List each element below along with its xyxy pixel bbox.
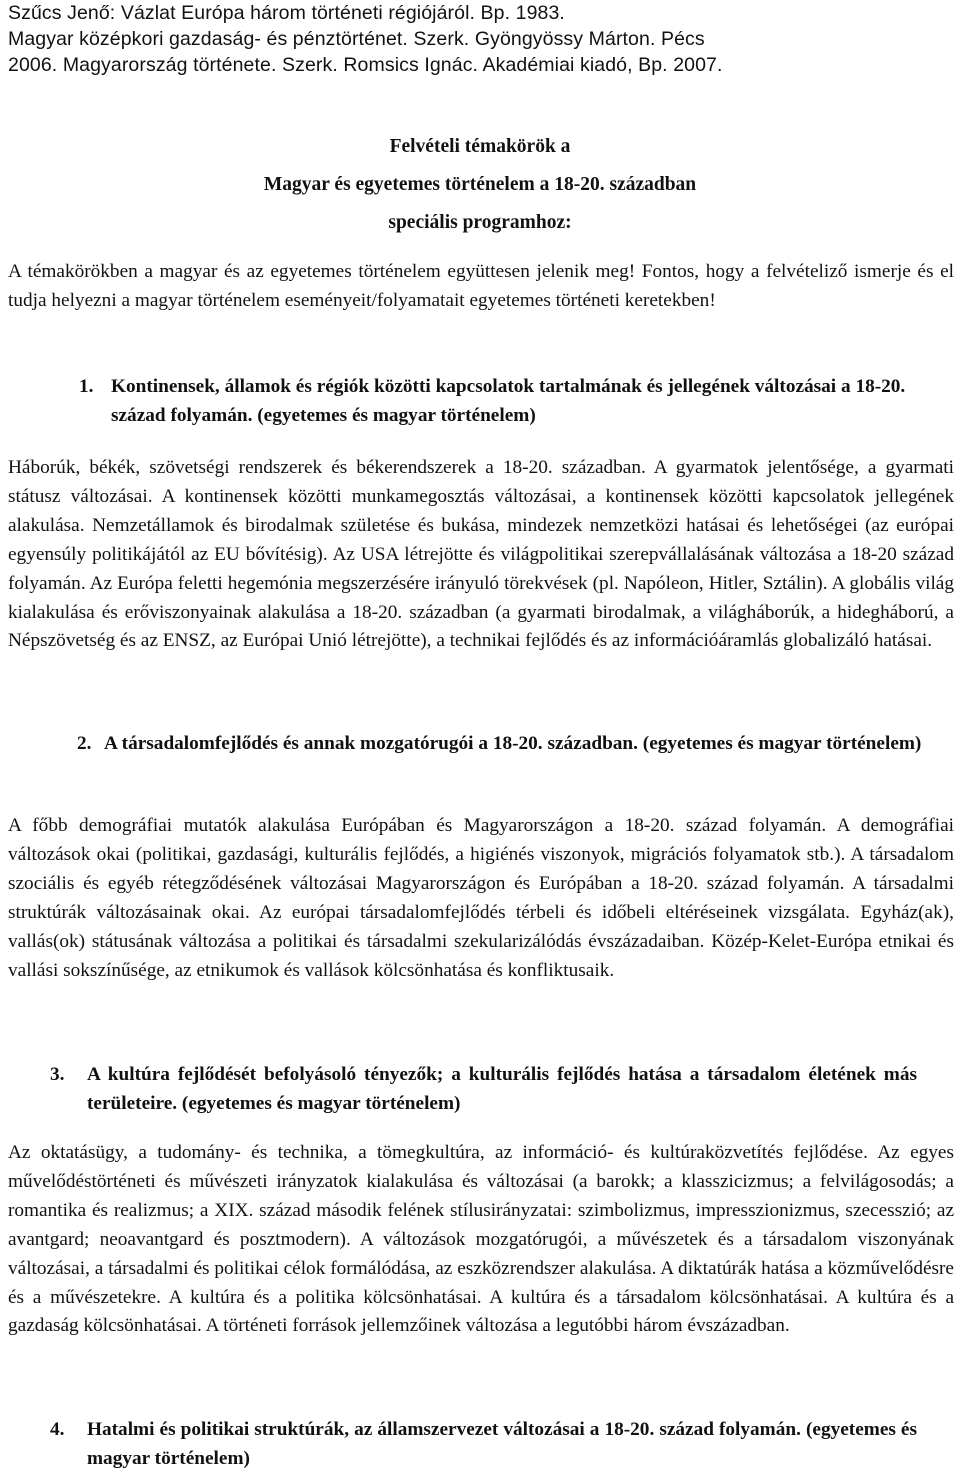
section-number: 2. [77, 733, 92, 754]
reference-list [8, 0, 908, 78]
reference-line: Magyar középkori gazdaság- és pénztörténet. Szerk. Gyöngyössy Márton. Pécs [8, 28, 705, 50]
section-title: Kontinensek, államok és régiók közötti kapcsolatok tartalmának és jellegének változásai a 18-20. század folyamán. (egyetemes és magyar történelem) [111, 376, 906, 426]
section-title: A kultúra fejlődését befolyásoló tényezők; a kulturális fejlődés hatása a társadalom életének más területeire. (egyetemes és magyar történelem) [87, 1064, 917, 1114]
heading-line-2: Magyar és egyetemes történelem a 18-20. században [263, 174, 697, 195]
section-1-body: Háborúk, békék, szövetségi rendszerek és békerendszerek a 18-20. században. A gyarmatok jelentősége, a gyarmati státusz változásai. A kontinensek közötti munkamegosztás változásai, a kontinensek közötti kapcsolatok jellegének alakulása. Nemzetállamok és birodalmak születése és bukása, mindezek nemzetközi hatásai és lehetőségei (az európai egyensúly politikájától az EU bővítésig). Az USA létrejötte és világpolitikai szerepvállalásának változása a 18-20 század folyamán. Az Európa feletti hegemónia megszerzésére irányuló törekvések (pl. Napóleon, Hitler, Sztálin). A globális világ kialakulása és erőviszonyainak alakulása a 18-20. században (a gyarmati birodalmak, a világháborúk, a hidegháború, a Népszövetség és az ENSZ, az Európai Unió létrejötte), a technikai fejlődés és az információáramlás globalizáló hatásai. [8, 457, 954, 652]
heading-line-1: Felvételi témakörök a [389, 136, 571, 157]
section-3-body: Az oktatásügy, a tudomány- és technika, a tömegkultúra, az információ- és kultúraközvetítés fejlődése. Az egyes művelődéstörténeti és művészeti irányzatok kialakulása és változásai (a barokk; a klasszicizmus; a felvilágosodás; a romantika és realizmus; a XIX. század második felének stílusirányzatai: szimbolizmus, impresszionizmus, szecesszió; az avantgard; neoavantgard és posztmodern). A változások mozgatórugói, a művészetek és a társadalom viszonyának változásai, a társadalmi és politikai célok formálódása, az eszközrendszer alakulása. A diktatúrák hatása a közművelődésre és a művészetekre. A kultúra és a politika kölcsönhatásai. A kultúra és a társadalom kölcsönhatásai. A kultúra és a gazdaság kölcsönhatásai. A történeti források jellemzőinek változása a legutóbbi három évszázadban. [8, 1142, 954, 1337]
section-title: Hatalmi és politikai struktúrák, az államszervezet változásai a 18-20. század folyamán. (egyetemes és magyar történelem) [87, 1419, 917, 1469]
section-number: 3. [50, 1064, 65, 1085]
section-number: 1. [79, 376, 94, 397]
reference-line: 2006. Magyarország története. Szerk. Romsics Ignác. Akadémiai kiadó, Bp. 2007. [8, 54, 723, 76]
section-title: A társadalomfejlődés és annak mozgatórugói a 18-20. században. (egyetemes és magyar történelem) [104, 733, 922, 754]
document-heading [0, 128, 960, 242]
reference-line: Szűcs Jenő: Vázlat Európa három történeti régiójáról. Bp. 1983. [8, 2, 565, 24]
heading-line-3: speciális programhoz: [388, 212, 572, 233]
section-2-body: A főbb demográfiai mutatók alakulása Európában és Magyarországon a 18-20. század folyamán. A demográfiai változások okai (politikai, gazdasági, kulturális fejlődés, a higiénés viszonyok, migrációs folyamatok stb.). A társadalom szociális és egyéb rétegződésének változásai Magyarországon és Európában a 18-20. század folyamán. A társadalmi struktúrák változásainak okai. Az európai társadalomfejlődés térbeli és időbeli eltéréseinek vizsgálata. Egyház(ak), vallás(ok) státusának változása a politikai és társadalmi szekularizálódás évszázadaiban. Közép-Kelet-Európa etnikai és vallási sokszínűsége, az etnikumok és vallások kölcsönhatása és konfliktusaik. [8, 815, 954, 981]
intro-paragraph: A témakörökben a magyar és az egyetemes történelem együttesen jelenik meg! Fontos, hogy a felvételiző ismerje és el tudja helyezni a magyar történelem eseményeit/folyamatait egyetemes történeti keretekben! [8, 261, 954, 311]
section-number: 4. [50, 1419, 65, 1440]
